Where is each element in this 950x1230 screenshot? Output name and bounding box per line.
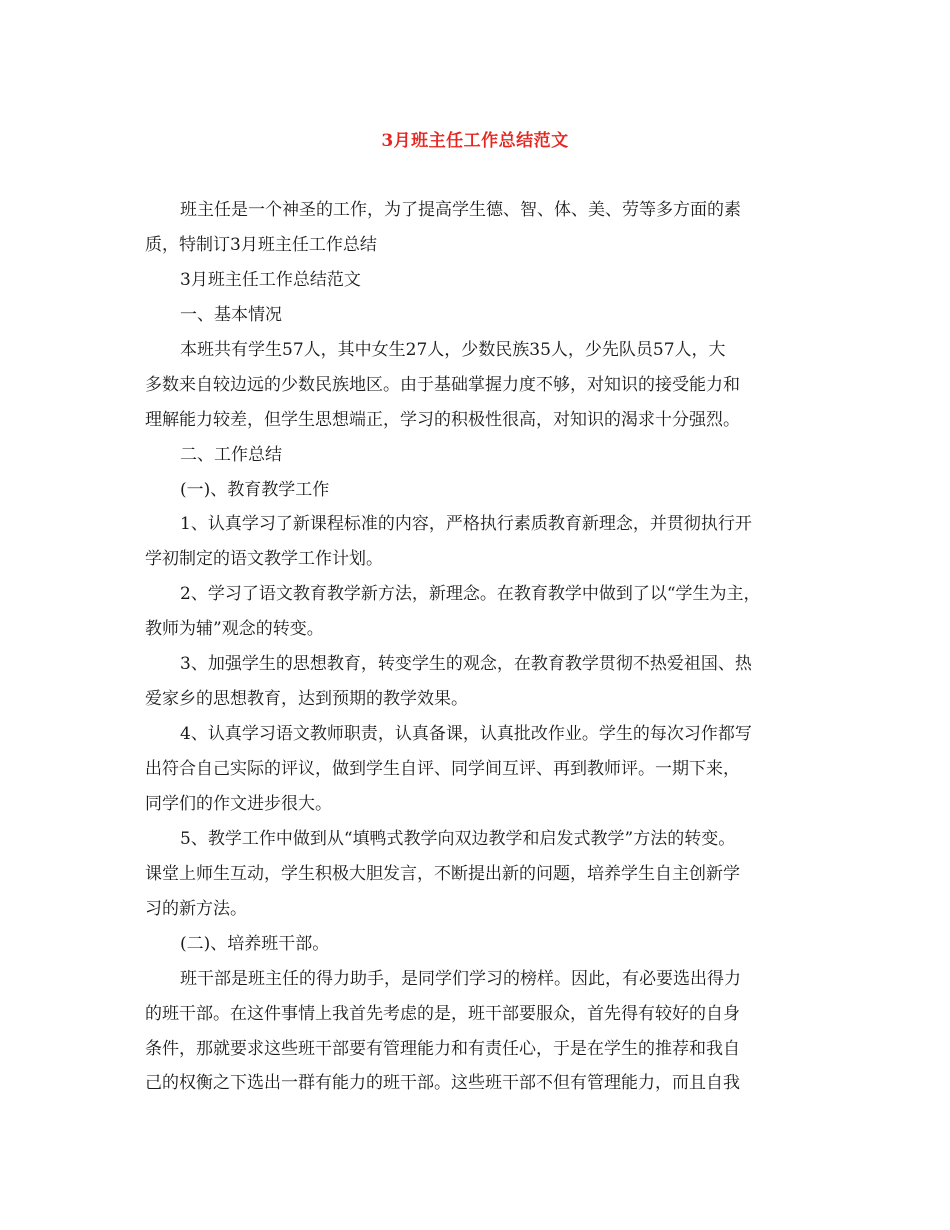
body-line: 一、基本情况 <box>180 304 282 325</box>
body-line: 习的新方法。 <box>145 898 247 919</box>
body-line: 条件，那就要求这些班干部要有管理能力和有责任心，于是在学生的推荐和我自 <box>145 1038 740 1059</box>
body-line: 教师为辅”观念的转变。 <box>145 619 324 640</box>
body-line: 课堂上师生互动，学生积极大胆发言，不断提出新的问题，培养学生自主创新学 <box>145 863 740 884</box>
body-line: 1、认真学习了新课程标准的内容，严格执行素质教育新理念，并贯彻执行开 <box>180 514 752 535</box>
body-line: 4、认真学习语文教师职责，认真备课，认真批改作业。学生的每次习作都写 <box>180 724 752 745</box>
document-title: 3月班主任工作总结范文 <box>381 131 569 151</box>
body-line: 多数来自较边远的少数民族地区。由于基础掌握力度不够，对知识的接受能力和 <box>145 374 740 395</box>
body-line: 5、教学工作中做到从“填鸭式教学向双边教学和启发式教学”方法的转变。 <box>180 828 736 849</box>
body-line: 二、工作总结 <box>180 444 282 465</box>
body-line: 班主任是一个神圣的工作，为了提高学生德、智、体、美、劳等多方面的素 <box>180 200 741 220</box>
body-line: (一)、教育教学工作 <box>180 479 330 500</box>
body-line: 3月班主任工作总结范文 <box>180 269 361 290</box>
document-body <box>145 193 805 1101</box>
body-line: 己的权衡之下选出一群有能力的班干部。这些班干部不但有管理能力，而且自我 <box>145 1073 740 1094</box>
body-line: (二)、培养班干部。 <box>180 933 330 954</box>
body-line: 的班干部。在这件事情上我首先考虑的是，班干部要服众，首先得有较好的自身 <box>145 1003 740 1024</box>
body-line: 班干部是班主任的得力助手，是同学们学习的榜样。因此，有必要选出得力 <box>180 968 741 989</box>
body-line: 本班共有学生57人，其中女生27人，少数民族35人，少先队员57人，大 <box>180 339 726 360</box>
body-line: 同学们的作文进步很大。 <box>145 793 332 814</box>
body-line: 质，特制订3月班主任工作总结 <box>145 234 377 255</box>
body-line: 爱家乡的思想教育，达到预期的教学效果。 <box>145 689 468 710</box>
body-line: 学初制定的语文教学工作计划。 <box>145 549 383 570</box>
body-line: 出符合自己实际的评议，做到学生自评、同学间互评、再到教师评。一期下来， <box>145 759 740 779</box>
body-line: 2、学习了语文教育教学新方法，新理念。在教育教学中做到了以“学生为主， <box>180 584 761 605</box>
body-line: 3、加强学生的思想教育，转变学生的观念，在教育教学贯彻不热爱祖国、热 <box>180 654 752 675</box>
body-line: 理解能力较差，但学生思想端正，学习的积极性很高，对知识的渴求十分强烈。 <box>145 409 740 430</box>
